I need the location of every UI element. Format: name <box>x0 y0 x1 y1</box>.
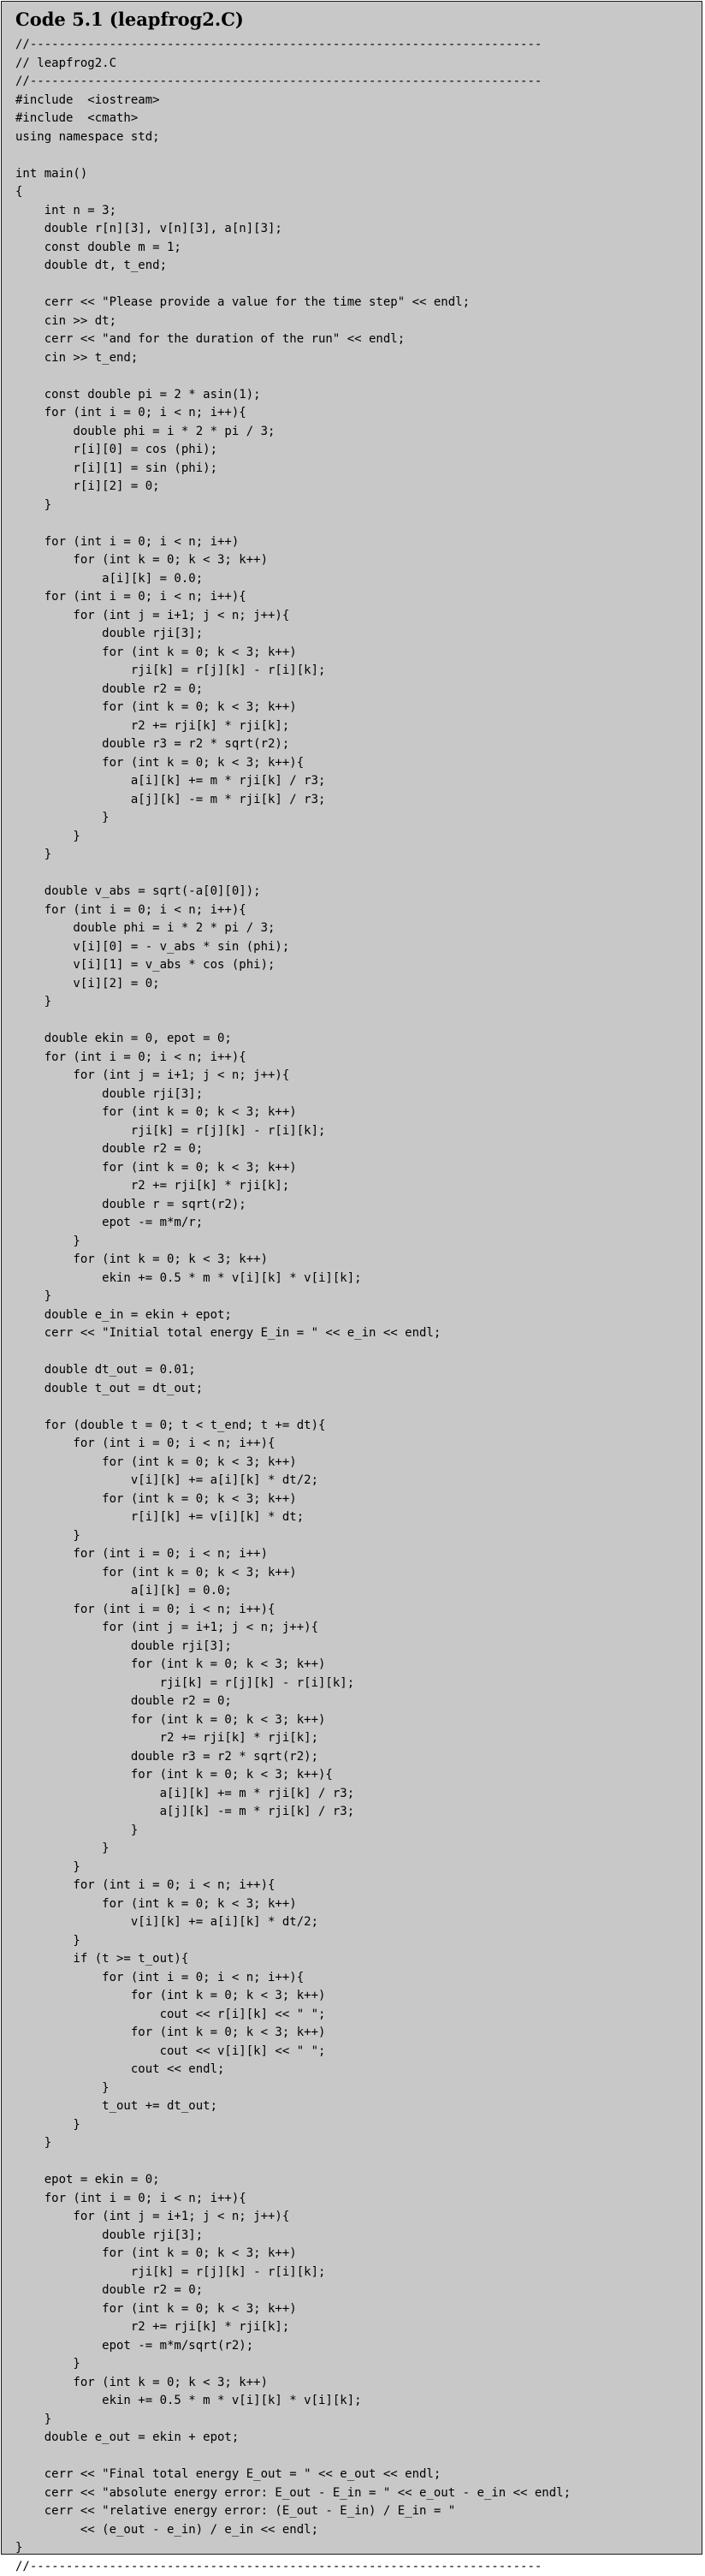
code-line: } <box>15 2355 571 2374</box>
code-line: } <box>15 2079 571 2098</box>
code-line: v[i][1] = v_abs * cos (phi); <box>15 956 571 975</box>
code-line: for (int k = 0; k < 3; k++) <box>15 2300 571 2319</box>
code-line: int main() <box>15 165 571 184</box>
code-line: double r[n][3], v[n][3], a[n][3]; <box>15 220 571 239</box>
code-line: double rji[3]; <box>15 1638 571 1657</box>
code-line: for (int i = 0; i < n; i++){ <box>15 901 571 920</box>
code-line: epot -= m*m/sqrt(r2); <box>15 2337 571 2356</box>
code-line: #include <cmath> <box>15 110 571 128</box>
code-line: for (int i = 0; i < n; i++){ <box>15 1435 571 1454</box>
code-line: for (int k = 0; k < 3; k++) <box>15 2374 571 2393</box>
code-line: rji[k] = r[j][k] - r[i][k]; <box>15 2264 571 2282</box>
code-line: for (int i = 0; i < n; i++){ <box>15 404 571 423</box>
code-line: v[i][k] += a[i][k] * dt/2; <box>15 1472 571 1490</box>
code-line: rji[k] = r[j][k] - r[i][k]; <box>15 1122 571 1141</box>
code-line: for (int j = i+1; j < n; j++){ <box>15 1619 571 1638</box>
code-line: ekin += 0.5 * m * v[i][k] * v[i][k]; <box>15 1270 571 1288</box>
code-line: double r2 = 0; <box>15 1693 571 1711</box>
code-line: } <box>15 1288 571 1306</box>
code-line: double r = sqrt(r2); <box>15 1196 571 1215</box>
code-line: for (int k = 0; k < 3; k++) <box>15 1895 571 1914</box>
code-line: v[i][0] = - v_abs * sin (phi); <box>15 938 571 957</box>
code-line <box>15 865 571 883</box>
code-line: } <box>15 1822 571 1841</box>
code-line: //----------------------------------------------------------------------- <box>15 36 571 55</box>
code-line: rji[k] = r[j][k] - r[i][k]; <box>15 662 571 681</box>
code-line: double rji[3]; <box>15 625 571 644</box>
code-line: for (int k = 0; k < 3; k++) <box>15 1656 571 1675</box>
code-line: double r2 = 0; <box>15 681 571 699</box>
code-line: for (int k = 0; k < 3; k++) <box>15 1711 571 1730</box>
code-line: cerr << "Initial total energy E_in = " << e_in << endl; <box>15 1324 571 1343</box>
code-line <box>15 146 571 165</box>
code-line: #include <iostream> <box>15 92 571 110</box>
code-line: double r3 = r2 * sqrt(r2); <box>15 735 571 754</box>
code-line: a[i][k] = 0.0; <box>15 1582 571 1601</box>
code-line: double rji[3]; <box>15 2227 571 2246</box>
code-line: for (double t = 0; t < t_end; t += dt){ <box>15 1417 571 1436</box>
code-line: } <box>15 828 571 847</box>
code-line <box>15 515 571 533</box>
code-line: ekin += 0.5 * m * v[i][k] * v[i][k]; <box>15 2392 571 2411</box>
code-line: } <box>15 993 571 1012</box>
code-line: for (int k = 0; k < 3; k++) <box>15 2024 571 2043</box>
code-line: double dt_out = 0.01; <box>15 1361 571 1380</box>
code-line: v[i][2] = 0; <box>15 975 571 994</box>
code-line: if (t >= t_out){ <box>15 1950 571 1969</box>
code-lines-container <box>15 36 571 2576</box>
code-line: const double pi = 2 * asin(1); <box>15 386 571 405</box>
code-line: double e_in = ekin + epot; <box>15 1306 571 1325</box>
code-line: double dt, t_end; <box>15 257 571 276</box>
code-line: r[i][2] = 0; <box>15 478 571 497</box>
code-line: cin >> dt; <box>15 312 571 331</box>
code-line: a[j][k] -= m * rji[k] / r3; <box>15 791 571 810</box>
code-line: rji[k] = r[j][k] - r[i][k]; <box>15 1675 571 1693</box>
code-line: cin >> t_end; <box>15 349 571 368</box>
code-line: cerr << "Final total energy E_out = " << e_out << endl; <box>15 2466 571 2484</box>
code-line: } <box>15 2539 571 2558</box>
code-line <box>15 1012 571 1031</box>
code-line: for (int i = 0; i < n; i++){ <box>15 2190 571 2209</box>
code-line: for (int k = 0; k < 3; k++) <box>15 1104 571 1122</box>
code-line: } <box>15 2116 571 2135</box>
code-line: cout << r[i][k] << " "; <box>15 2006 571 2025</box>
code-line: const double m = 1; <box>15 239 571 258</box>
code-line: for (int k = 0; k < 3; k++) <box>15 1490 571 1509</box>
code-line: for (int j = i+1; j < n; j++){ <box>15 607 571 626</box>
code-line: a[i][k] += m * rji[k] / r3; <box>15 772 571 791</box>
code-line: for (int k = 0; k < 3; k++) <box>15 1987 571 2006</box>
code-line: epot -= m*m/r; <box>15 1214 571 1233</box>
code-line: a[j][k] -= m * rji[k] / r3; <box>15 1803 571 1822</box>
code-line: //----------------------------------------------------------------------- <box>15 2558 571 2576</box>
code-line: } <box>15 1840 571 1859</box>
code-line: << (e_out - e_in) / e_in << endl; <box>15 2521 571 2540</box>
code-line: v[i][k] += a[i][k] * dt/2; <box>15 1913 571 1932</box>
code-line: double r3 = r2 * sqrt(r2); <box>15 1748 571 1767</box>
code-line: for (int i = 0; i < n; i++){ <box>15 1877 571 1895</box>
code-line: r2 += rji[k] * rji[k]; <box>15 1729 571 1748</box>
code-line: cerr << "Please provide a value for the time step" << endl; <box>15 294 571 312</box>
code-line: for (int k = 0; k < 3; k++) <box>15 1159 571 1178</box>
code-line: } <box>15 809 571 828</box>
code-line: t_out += dt_out; <box>15 2097 571 2116</box>
code-line: for (int i = 0; i < n; i++){ <box>15 1601 571 1620</box>
code-line: cout << v[i][k] << " "; <box>15 2043 571 2061</box>
code-line: } <box>15 2411 571 2430</box>
code-line: } <box>15 846 571 865</box>
code-line: for (int k = 0; k < 3; k++) <box>15 2245 571 2264</box>
code-line <box>15 276 571 294</box>
code-line: for (int i = 0; i < n; i++){ <box>15 588 571 607</box>
code-line <box>15 1343 571 1362</box>
code-line <box>15 367 571 386</box>
code-line: for (int k = 0; k < 3; k++) <box>15 699 571 717</box>
code-line: double phi = i * 2 * pi / 3; <box>15 919 571 938</box>
code-line: cerr << "relative energy error: (E_out - E_in) / E_in = " <box>15 2502 571 2521</box>
code-line: cout << endl; <box>15 2061 571 2079</box>
code-line: double rji[3]; <box>15 1086 571 1104</box>
code-line: } <box>15 2134 571 2153</box>
code-line: for (int k = 0; k < 3; k++) <box>15 1251 571 1270</box>
code-line: double r2 = 0; <box>15 2282 571 2300</box>
code-line: cerr << "absolute energy error: E_out - E_in = " << e_out - e_in << endl; <box>15 2484 571 2503</box>
code-line: } <box>15 1859 571 1877</box>
code-line: cerr << "and for the duration of the run" << endl; <box>15 330 571 349</box>
code-line: a[i][k] += m * rji[k] / r3; <box>15 1785 571 1804</box>
code-line: for (int i = 0; i < n; i++){ <box>15 1049 571 1068</box>
code-line: for (int i = 0; i < n; i++) <box>15 533 571 552</box>
code-line: double phi = i * 2 * pi / 3; <box>15 423 571 442</box>
code-line: for (int k = 0; k < 3; k++) <box>15 644 571 663</box>
code-line: for (int k = 0; k < 3; k++) <box>15 1454 571 1472</box>
code-line: // leapfrog2.C <box>15 55 571 74</box>
code-line: double t_out = dt_out; <box>15 1380 571 1399</box>
code-line: } <box>15 1527 571 1546</box>
code-line: double e_out = ekin + epot; <box>15 2429 571 2448</box>
code-line: using namespace std; <box>15 128 571 147</box>
code-line: { <box>15 183 571 202</box>
code-line: for (int i = 0; i < n; i++){ <box>15 1969 571 1988</box>
code-line: int n = 3; <box>15 202 571 221</box>
code-line: for (int k = 0; k < 3; k++) <box>15 1564 571 1583</box>
code-line: } <box>15 1233 571 1252</box>
code-listing-title: Code 5.1 (leapfrog2.C) <box>15 9 244 31</box>
code-line: } <box>15 497 571 515</box>
code-line: for (int k = 0; k < 3; k++){ <box>15 1766 571 1785</box>
code-line: r[i][0] = cos (phi); <box>15 441 571 460</box>
code-listing-box <box>1 1 702 2555</box>
code-line: double v_abs = sqrt(-a[0][0]); <box>15 883 571 901</box>
code-line <box>15 1398 571 1417</box>
code-line <box>15 2448 571 2466</box>
code-line: r2 += rji[k] * rji[k]; <box>15 2318 571 2337</box>
code-line: for (int k = 0; k < 3; k++) <box>15 551 571 570</box>
code-line: r[i][k] += v[i][k] * dt; <box>15 1508 571 1527</box>
code-line: r[i][1] = sin (phi); <box>15 460 571 479</box>
code-line: double ekin = 0, epot = 0; <box>15 1030 571 1049</box>
code-line: double r2 = 0; <box>15 1140 571 1159</box>
code-line: for (int j = i+1; j < n; j++){ <box>15 1067 571 1086</box>
code-line: //----------------------------------------------------------------------- <box>15 73 571 92</box>
code-line: for (int i = 0; i < n; i++) <box>15 1545 571 1564</box>
code-line: epot = ekin = 0; <box>15 2171 571 2190</box>
code-line <box>15 2153 571 2172</box>
code-line: r2 += rji[k] * rji[k]; <box>15 717 571 736</box>
code-line: for (int k = 0; k < 3; k++){ <box>15 754 571 773</box>
code-line: } <box>15 1932 571 1951</box>
code-line: r2 += rji[k] * rji[k]; <box>15 1177 571 1196</box>
code-line: a[i][k] = 0.0; <box>15 570 571 589</box>
code-line: for (int j = i+1; j < n; j++){ <box>15 2208 571 2227</box>
